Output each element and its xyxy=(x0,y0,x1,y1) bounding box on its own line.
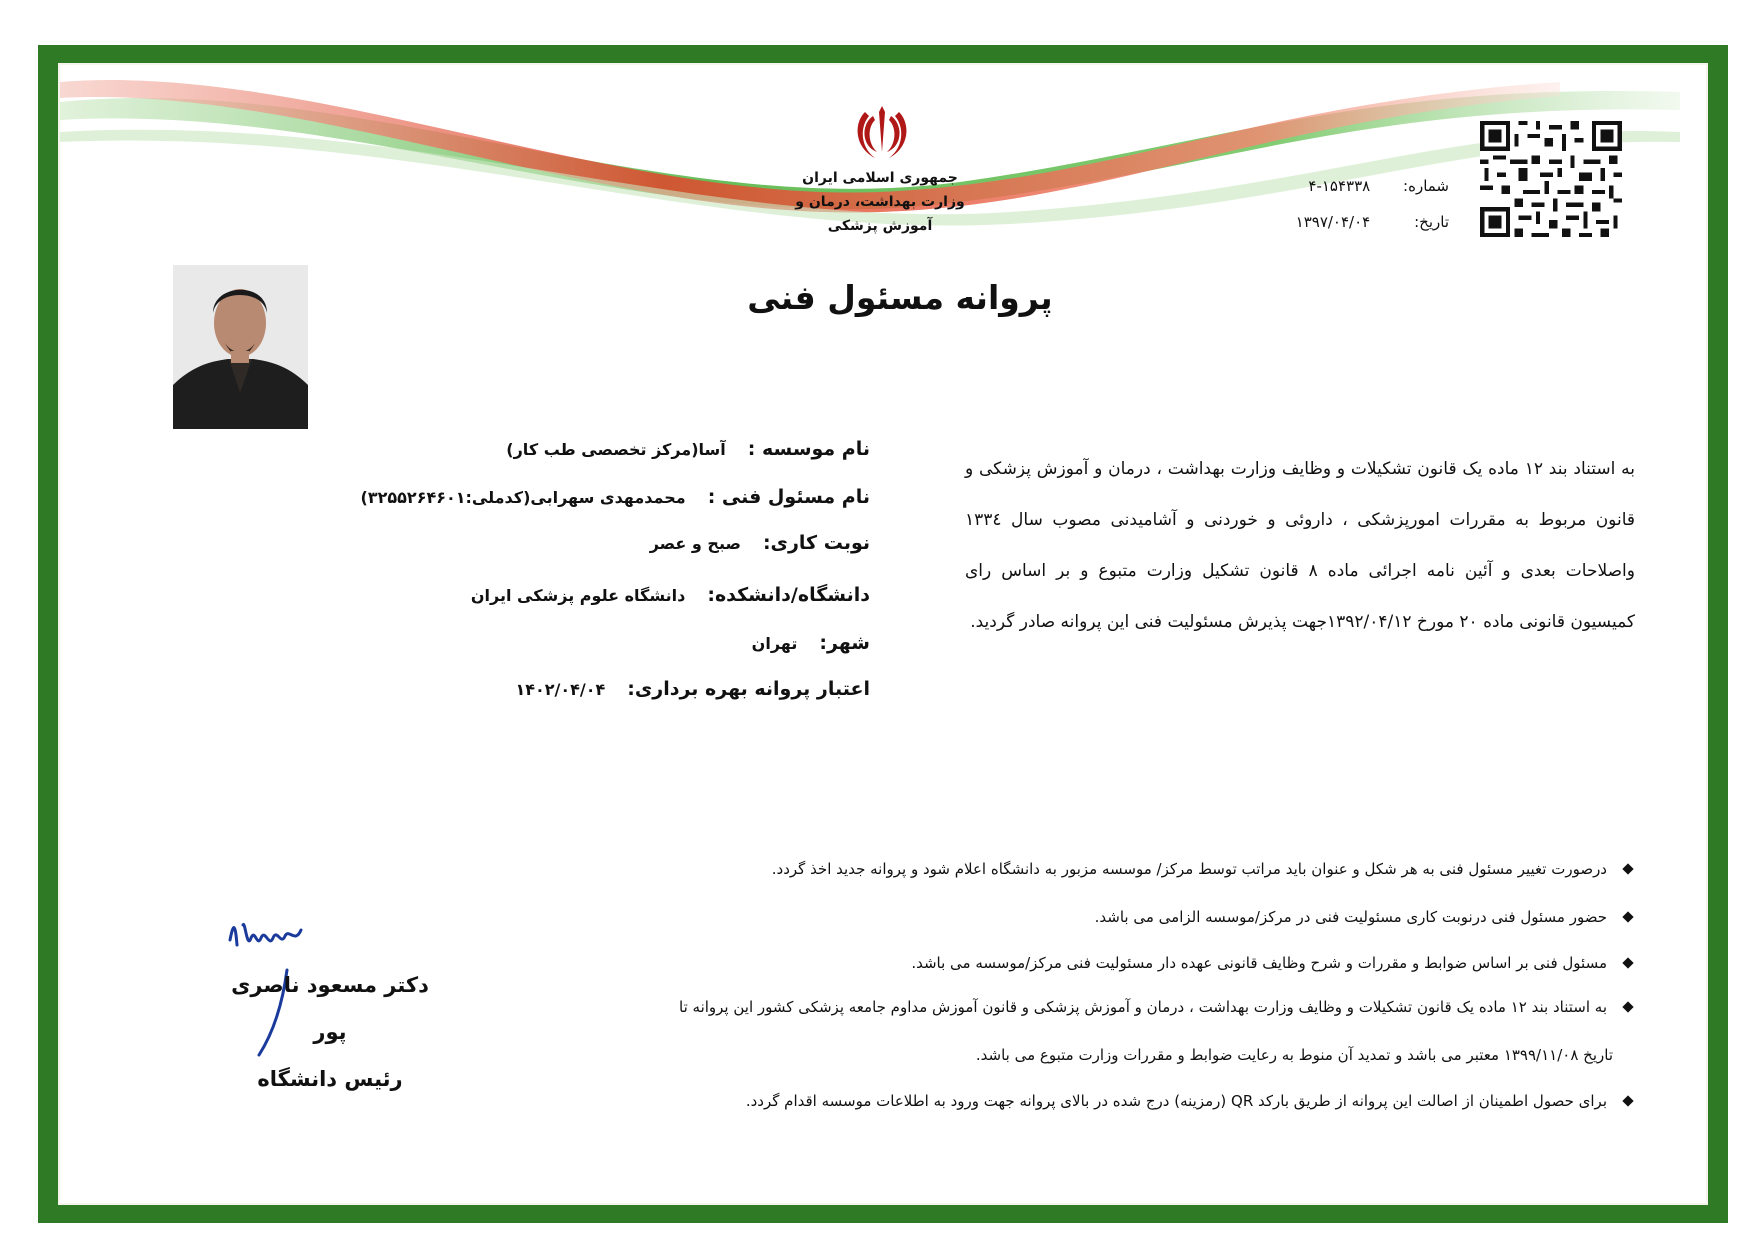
field-institution xyxy=(506,438,870,460)
ministry-line-2: وزارت بهداشت، درمان و آموزش پزشکی xyxy=(795,194,965,234)
field-city-value: تهران xyxy=(751,634,798,653)
field-university-value: دانشگاه علوم پزشکی ایران xyxy=(470,586,686,605)
field-technical-manager xyxy=(361,486,870,508)
field-license-validity-value: ۱۴۰۲/۰۴/۰۴ xyxy=(515,680,606,699)
date-value: ۱۳۹۷/۰۴/۰۴ xyxy=(1295,213,1371,231)
field-city xyxy=(752,632,870,654)
list-item: برای حصول اطمینان از اصالت این پروانه از طریق بارکد QR (رمزینه) درج شده در بالای پروانه جهت ورود به اطلاعات موسسه اقدام گردد. xyxy=(746,1092,1635,1110)
date-row xyxy=(1296,204,1449,240)
diamond-bullet-icon xyxy=(1621,910,1635,924)
ministry-line-1: جمهوری اسلامی ایران xyxy=(802,170,958,186)
field-institution-label: نام موسسه : xyxy=(747,438,870,460)
field-license-validity xyxy=(515,678,870,700)
number-value: ۴-۱۵۴۳۳۸ xyxy=(1308,177,1371,195)
list-item: مسئول فنی بر اساس ضوابط و مقررات و شرح وظایف قانونی عهده دار مسئولیت فنی مرکز/موسسه می باشد. xyxy=(911,954,1635,972)
diamond-bullet-icon xyxy=(1621,1094,1635,1108)
iran-emblem-icon xyxy=(851,102,913,162)
field-technical-manager-value: محمدمهدی سهرابی(کدملی:۳۲۵۵۲۶۴۶۰۱) xyxy=(360,488,686,507)
field-shift xyxy=(650,532,870,554)
field-university-label: دانشگاه/دانشکده: xyxy=(707,584,870,606)
list-item-continuation: تاریخ ۱۳۹۹/۱۱/۰۸ معتبر می باشد و تمدید آن منوط به رعایت ضوابط و مقررات وزارت متبوع می باشد. xyxy=(975,1046,1613,1064)
field-university xyxy=(471,584,870,606)
ministry-heading xyxy=(770,166,990,238)
diamond-bullet-icon xyxy=(1621,1000,1635,1014)
list-item: حضور مسئول فنی درنوبت کاری مسئولیت فنی در مرکز/موسسه الزامی می باشد. xyxy=(1095,908,1635,926)
signatory-position: رئیس دانشگاه xyxy=(257,1067,403,1091)
diamond-bullet-icon xyxy=(1621,862,1635,876)
preamble-text: به استناد بند ۱۲ ماده یک قانون تشکیلات و وظایف وزارت بهداشت ، درمان و آموزش پزشکی و قانون مربوط به مقررات امورپزشکی ، داروئی و خوردنی و آشامیدنی مصوب سال ۱۳۳٤ واصلاحات بعدی و آئین نامه اجرائی ماده ۸ قانون تشکیل وزارت متبوع و بر اساس رای کمیسیون قانونی ماده ۲۰ مورخ ۱۳۹۲/۰۴/۱۲جهت پذیرش مسئولیت فنی این پروانه صادر گردید. xyxy=(965,459,1635,632)
page-title: پروانه مسئول فنی xyxy=(747,278,1053,317)
holder-photo xyxy=(173,265,308,429)
signatory xyxy=(225,962,435,1103)
number-label: شماره: xyxy=(1403,177,1449,195)
qr-code xyxy=(1480,120,1622,238)
number-row xyxy=(1296,168,1449,204)
reference-block xyxy=(1296,168,1449,240)
field-technical-manager-label: نام مسئول فنی : xyxy=(707,486,870,508)
diamond-bullet-icon xyxy=(1621,956,1635,970)
list-item: به استناد بند ۱۲ ماده یک قانون تشکیلات و وظایف وزارت بهداشت ، درمان و آموزش پزشکی و قانون آموزش مداوم جامعه پزشکی کشور این پروانه تا xyxy=(679,998,1635,1016)
date-label: تاریخ: xyxy=(1414,213,1449,231)
signatory-name: دکتر مسعود ناصری پور xyxy=(231,973,429,1044)
field-city-label: شهر: xyxy=(819,632,870,654)
field-institution-value: آسا(مرکز تخصصی طب کار) xyxy=(506,440,726,459)
list-item: درصورت تغییر مسئول فنی به هر شکل و عنوان باید مراتب توسط مرکز/ موسسه مزبور به دانشگاه اعلام شود و پروانه جدید اخذ گردد. xyxy=(772,860,1635,878)
field-license-validity-label: اعتبار پروانه بهره برداری: xyxy=(627,678,870,700)
field-shift-value: صبح و عصر xyxy=(649,534,741,553)
field-shift-label: نوبت کاری: xyxy=(762,532,870,554)
